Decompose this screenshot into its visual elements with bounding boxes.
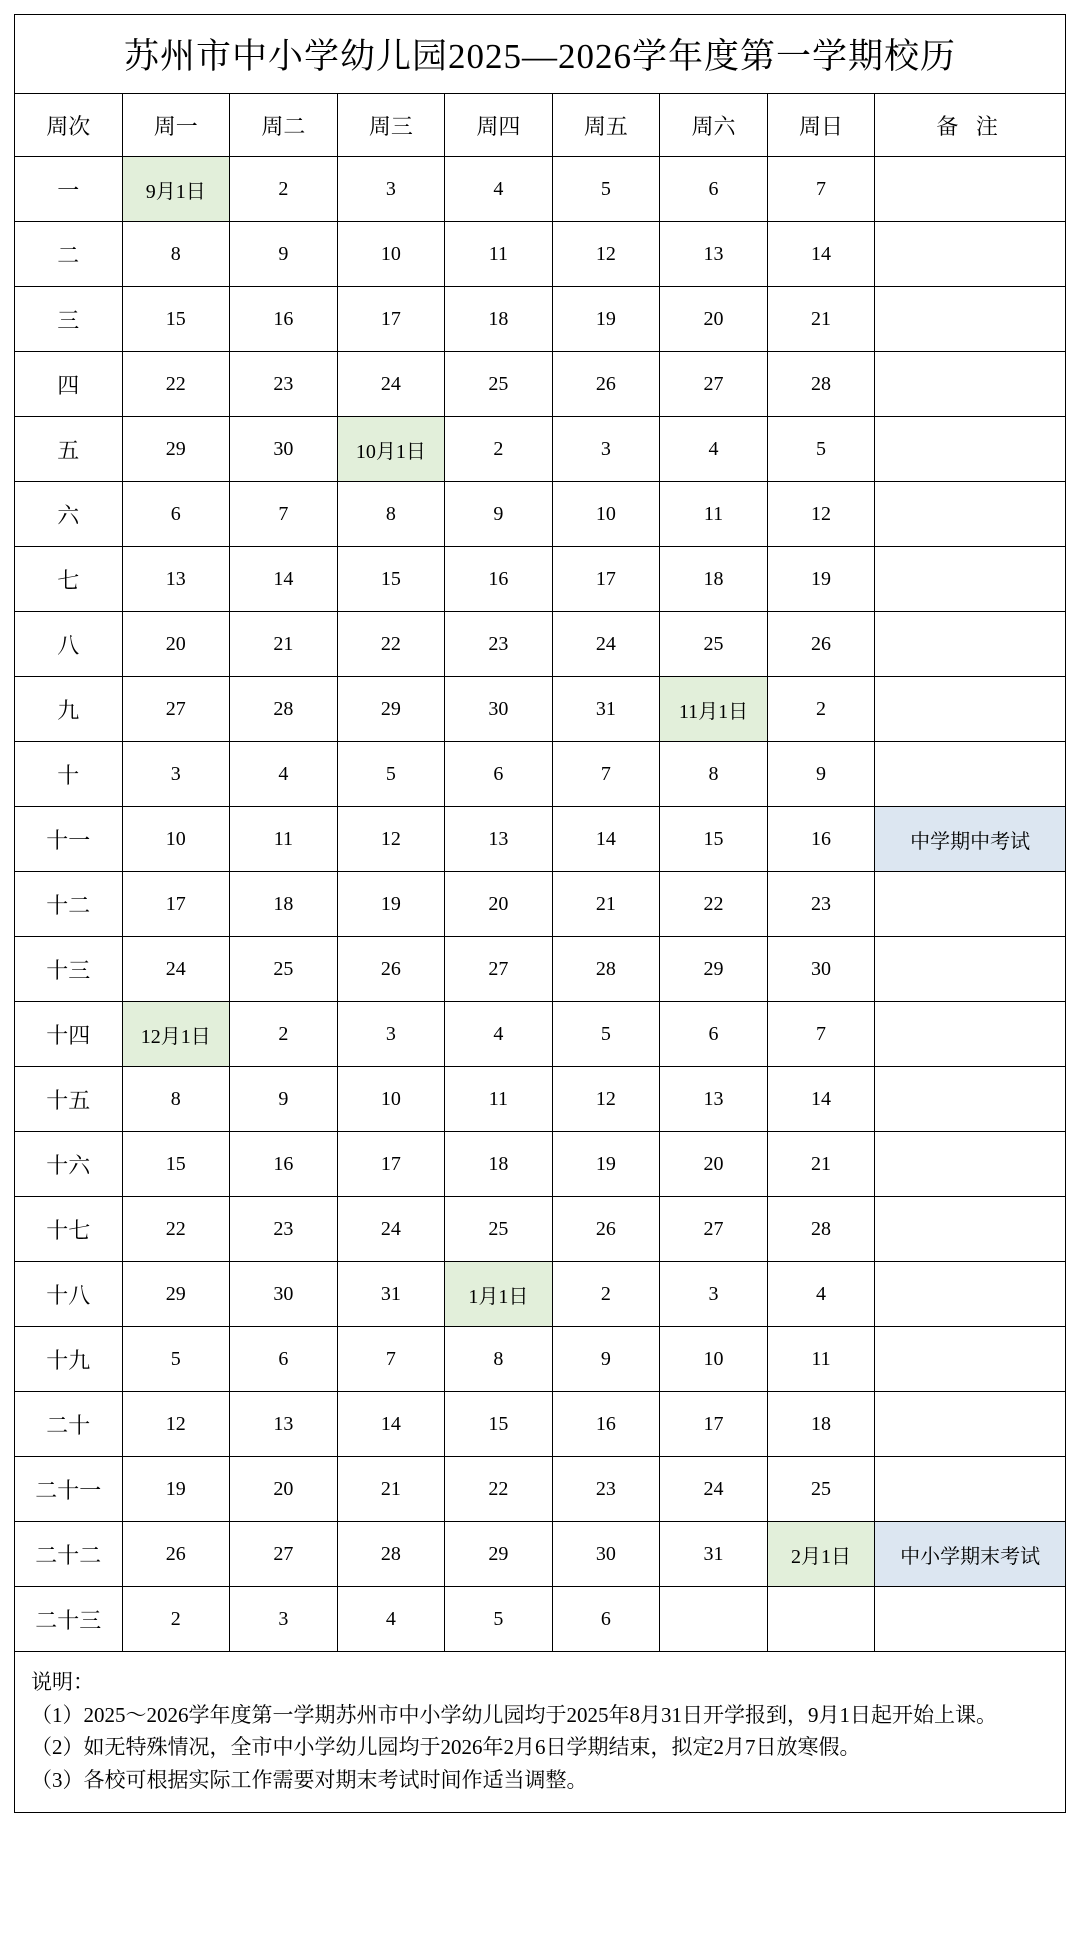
week-number-cell: 三 [15,287,123,352]
day-cell: 15 [122,1132,230,1197]
remark-cell [875,872,1066,937]
week-number-cell: 五 [15,417,123,482]
month-start-cell: 9月1日 [122,157,230,222]
day-cell: 12 [767,482,875,547]
day-cell: 9 [230,222,338,287]
remark-cell [875,222,1066,287]
table-row [15,742,1066,807]
day-cell: 25 [767,1457,875,1522]
day-cell: 19 [552,287,660,352]
day-cell: 3 [122,742,230,807]
day-cell: 21 [767,1132,875,1197]
table-row [15,612,1066,677]
day-cell: 12 [122,1392,230,1457]
day-cell: 6 [230,1327,338,1392]
table-row [15,1522,1066,1587]
day-cell: 29 [337,677,445,742]
day-cell: 18 [660,547,768,612]
day-cell: 12 [552,222,660,287]
day-cell: 20 [660,287,768,352]
day-cell: 11 [660,482,768,547]
day-cell: 27 [230,1522,338,1587]
week-number-cell: 九 [15,677,123,742]
title-row [15,15,1066,94]
week-number-cell: 二十三 [15,1587,123,1652]
day-cell: 12 [552,1067,660,1132]
bottom-spacer [14,1813,1066,1827]
table-row [15,1132,1066,1197]
day-cell: 18 [230,872,338,937]
week-number-cell: 十八 [15,1262,123,1327]
table-row [15,1262,1066,1327]
day-cell: 8 [660,742,768,807]
day-cell: 28 [337,1522,445,1587]
day-cell: 20 [122,612,230,677]
table-row [15,807,1066,872]
day-cell: 8 [445,1327,553,1392]
day-cell: 19 [552,1132,660,1197]
day-cell: 22 [122,352,230,417]
day-cell: 2 [445,417,553,482]
day-cell: 16 [230,1132,338,1197]
day-cell: 31 [660,1522,768,1587]
day-cell: 27 [660,1197,768,1262]
day-cell: 17 [337,1132,445,1197]
day-cell: 30 [230,1262,338,1327]
table-row [15,1002,1066,1067]
week-number-cell: 十 [15,742,123,807]
week-number-cell: 六 [15,482,123,547]
day-cell: 13 [660,222,768,287]
week-number-cell: 二十二 [15,1522,123,1587]
week-number-cell: 十九 [15,1327,123,1392]
day-cell: 7 [767,157,875,222]
day-cell: 26 [767,612,875,677]
day-cell: 3 [230,1587,338,1652]
day-cell: 28 [552,937,660,1002]
day-cell: 9 [552,1327,660,1392]
remark-cell [875,742,1066,807]
day-cell: 29 [445,1522,553,1587]
day-cell: 18 [445,1132,553,1197]
remark-cell [875,1327,1066,1392]
remark-cell [875,482,1066,547]
week-number-cell: 十二 [15,872,123,937]
day-cell: 13 [122,547,230,612]
table-header [15,15,1066,157]
day-cell: 23 [445,612,553,677]
day-cell: 21 [230,612,338,677]
remark-cell [875,352,1066,417]
day-cell: 27 [445,937,553,1002]
day-cell: 24 [337,352,445,417]
day-cell: 4 [767,1262,875,1327]
week-number-cell: 一 [15,157,123,222]
day-cell: 25 [445,1197,553,1262]
day-cell: 14 [767,222,875,287]
day-cell: 13 [230,1392,338,1457]
remark-cell [875,1002,1066,1067]
day-cell: 24 [552,612,660,677]
day-cell: 15 [660,807,768,872]
day-cell: 11 [445,222,553,287]
remark-cell [875,547,1066,612]
day-cell [660,1587,768,1652]
day-cell: 19 [337,872,445,937]
day-cell: 5 [122,1327,230,1392]
week-number-cell: 八 [15,612,123,677]
week-number-cell: 十三 [15,937,123,1002]
day-cell: 11 [445,1067,553,1132]
table-row [15,547,1066,612]
day-cell: 27 [122,677,230,742]
day-cell: 2 [552,1262,660,1327]
day-cell: 5 [337,742,445,807]
table-row [15,1197,1066,1262]
remark-cell [875,1132,1066,1197]
school-calendar-table [14,14,1066,1652]
column-header-remark: 备 注 [875,94,1066,157]
day-cell: 22 [445,1457,553,1522]
column-header-row [15,94,1066,157]
day-cell: 5 [552,1002,660,1067]
week-number-cell: 四 [15,352,123,417]
day-cell: 2 [767,677,875,742]
remark-cell [875,1392,1066,1457]
column-header-saturday: 周六 [660,94,768,157]
remark-cell [875,612,1066,677]
remark-cell [875,417,1066,482]
column-header-tuesday: 周二 [230,94,338,157]
day-cell: 13 [445,807,553,872]
day-cell: 16 [230,287,338,352]
table-row [15,1587,1066,1652]
day-cell: 18 [445,287,553,352]
remark-cell [875,1262,1066,1327]
column-header-monday: 周一 [122,94,230,157]
day-cell: 30 [445,677,553,742]
table-row [15,222,1066,287]
week-number-cell: 十一 [15,807,123,872]
day-cell: 3 [337,157,445,222]
day-cell: 10 [552,482,660,547]
table-body [15,157,1066,1652]
day-cell: 3 [337,1002,445,1067]
day-cell: 25 [445,352,553,417]
table-row [15,937,1066,1002]
day-cell: 29 [122,417,230,482]
day-cell: 26 [337,937,445,1002]
day-cell: 11 [767,1327,875,1392]
day-cell: 20 [660,1132,768,1197]
day-cell: 31 [337,1262,445,1327]
day-cell: 9 [445,482,553,547]
day-cell: 16 [445,547,553,612]
day-cell: 17 [660,1392,768,1457]
table-row [15,1392,1066,1457]
day-cell: 22 [337,612,445,677]
week-number-cell: 二 [15,222,123,287]
month-start-cell: 12月1日 [122,1002,230,1067]
day-cell: 15 [122,287,230,352]
note-item-1: （1）2025～2026学年度第一学期苏州市中小学幼儿园均于2025年8月31日开学报到，9月1日起开始上课。 [31,1702,997,1727]
remark-exam-cell: 中小学期末考试 [875,1522,1066,1587]
day-cell: 25 [230,937,338,1002]
remark-cell [875,937,1066,1002]
day-cell: 12 [337,807,445,872]
remark-cell [875,1587,1066,1652]
day-cell: 22 [122,1197,230,1262]
day-cell: 21 [337,1457,445,1522]
day-cell: 9 [767,742,875,807]
day-cell: 17 [337,287,445,352]
day-cell: 24 [337,1197,445,1262]
week-number-cell: 二十一 [15,1457,123,1522]
day-cell: 30 [230,417,338,482]
day-cell: 4 [230,742,338,807]
day-cell: 7 [767,1002,875,1067]
day-cell: 31 [552,677,660,742]
day-cell: 3 [660,1262,768,1327]
day-cell: 21 [767,287,875,352]
day-cell: 30 [552,1522,660,1587]
table-row [15,677,1066,742]
table-row [15,287,1066,352]
page-title: 苏州市中小学幼儿园2025—2026学年度第一学期校历 [15,15,1066,94]
day-cell: 17 [122,872,230,937]
day-cell: 2 [230,157,338,222]
week-number-cell: 七 [15,547,123,612]
day-cell: 14 [337,1392,445,1457]
day-cell: 21 [552,872,660,937]
week-number-cell: 十七 [15,1197,123,1262]
remark-cell [875,1067,1066,1132]
day-cell: 8 [122,1067,230,1132]
note-item-2: （2）如无特殊情况，全市中小学幼儿园均于2026年2月6日学期结束，拟定2月7日放寒假。 [31,1735,861,1760]
day-cell: 5 [445,1587,553,1652]
day-cell: 23 [767,872,875,937]
day-cell: 10 [337,222,445,287]
month-start-cell: 2月1日 [767,1522,875,1587]
day-cell: 19 [122,1457,230,1522]
column-header-sunday: 周日 [767,94,875,157]
table-row [15,872,1066,937]
day-cell: 6 [445,742,553,807]
day-cell: 27 [660,352,768,417]
notes-heading: 说明： [31,1670,94,1694]
day-cell: 8 [122,222,230,287]
table-row [15,1067,1066,1132]
day-cell: 10 [337,1067,445,1132]
day-cell: 28 [767,352,875,417]
day-cell: 5 [552,157,660,222]
day-cell: 10 [122,807,230,872]
day-cell: 20 [445,872,553,937]
remark-cell [875,677,1066,742]
day-cell: 25 [660,612,768,677]
day-cell: 14 [552,807,660,872]
day-cell: 20 [230,1457,338,1522]
week-number-cell: 十五 [15,1067,123,1132]
day-cell: 15 [445,1392,553,1457]
day-cell: 16 [767,807,875,872]
column-header-wednesday: 周三 [337,94,445,157]
day-cell: 14 [767,1067,875,1132]
day-cell: 29 [660,937,768,1002]
day-cell: 17 [552,547,660,612]
note-item-3: （3）各校可根据实际工作需要对期末考试时间作适当调整。 [31,1767,588,1792]
notes-section [14,1652,1066,1813]
remark-cell [875,287,1066,352]
day-cell: 4 [660,417,768,482]
day-cell: 4 [337,1587,445,1652]
day-cell: 3 [552,417,660,482]
day-cell: 18 [767,1392,875,1457]
remark-cell [875,1197,1066,1262]
day-cell: 24 [122,937,230,1002]
day-cell: 23 [230,1197,338,1262]
day-cell: 15 [337,547,445,612]
week-number-cell: 十四 [15,1002,123,1067]
day-cell: 4 [445,157,553,222]
remark-exam-cell: 中学期中考试 [875,807,1066,872]
day-cell: 23 [230,352,338,417]
column-header-thursday: 周四 [445,94,553,157]
day-cell: 26 [552,1197,660,1262]
table-row [15,482,1066,547]
day-cell: 5 [767,417,875,482]
table-row [15,1327,1066,1392]
day-cell: 6 [122,482,230,547]
table-row [15,157,1066,222]
day-cell: 19 [767,547,875,612]
day-cell: 6 [660,1002,768,1067]
day-cell: 14 [230,547,338,612]
day-cell: 9 [230,1067,338,1132]
day-cell: 10 [660,1327,768,1392]
month-start-cell: 10月1日 [337,417,445,482]
column-header-friday: 周五 [552,94,660,157]
day-cell: 28 [767,1197,875,1262]
day-cell: 23 [552,1457,660,1522]
day-cell: 7 [230,482,338,547]
remark-cell [875,1457,1066,1522]
day-cell: 6 [552,1587,660,1652]
day-cell: 16 [552,1392,660,1457]
table-row [15,417,1066,482]
day-cell: 28 [230,677,338,742]
week-number-cell: 十六 [15,1132,123,1197]
day-cell: 2 [230,1002,338,1067]
day-cell: 26 [122,1522,230,1587]
day-cell: 26 [552,352,660,417]
day-cell: 7 [337,1327,445,1392]
week-number-cell: 二十 [15,1392,123,1457]
day-cell: 29 [122,1262,230,1327]
column-header-week: 周次 [15,94,123,157]
day-cell: 24 [660,1457,768,1522]
month-start-cell: 1月1日 [445,1262,553,1327]
day-cell: 4 [445,1002,553,1067]
month-start-cell: 11月1日 [660,677,768,742]
table-row [15,1457,1066,1522]
day-cell [767,1587,875,1652]
day-cell: 22 [660,872,768,937]
table-row [15,352,1066,417]
day-cell: 13 [660,1067,768,1132]
day-cell: 11 [230,807,338,872]
day-cell: 2 [122,1587,230,1652]
remark-cell [875,157,1066,222]
day-cell: 6 [660,157,768,222]
day-cell: 8 [337,482,445,547]
day-cell: 7 [552,742,660,807]
day-cell: 30 [767,937,875,1002]
